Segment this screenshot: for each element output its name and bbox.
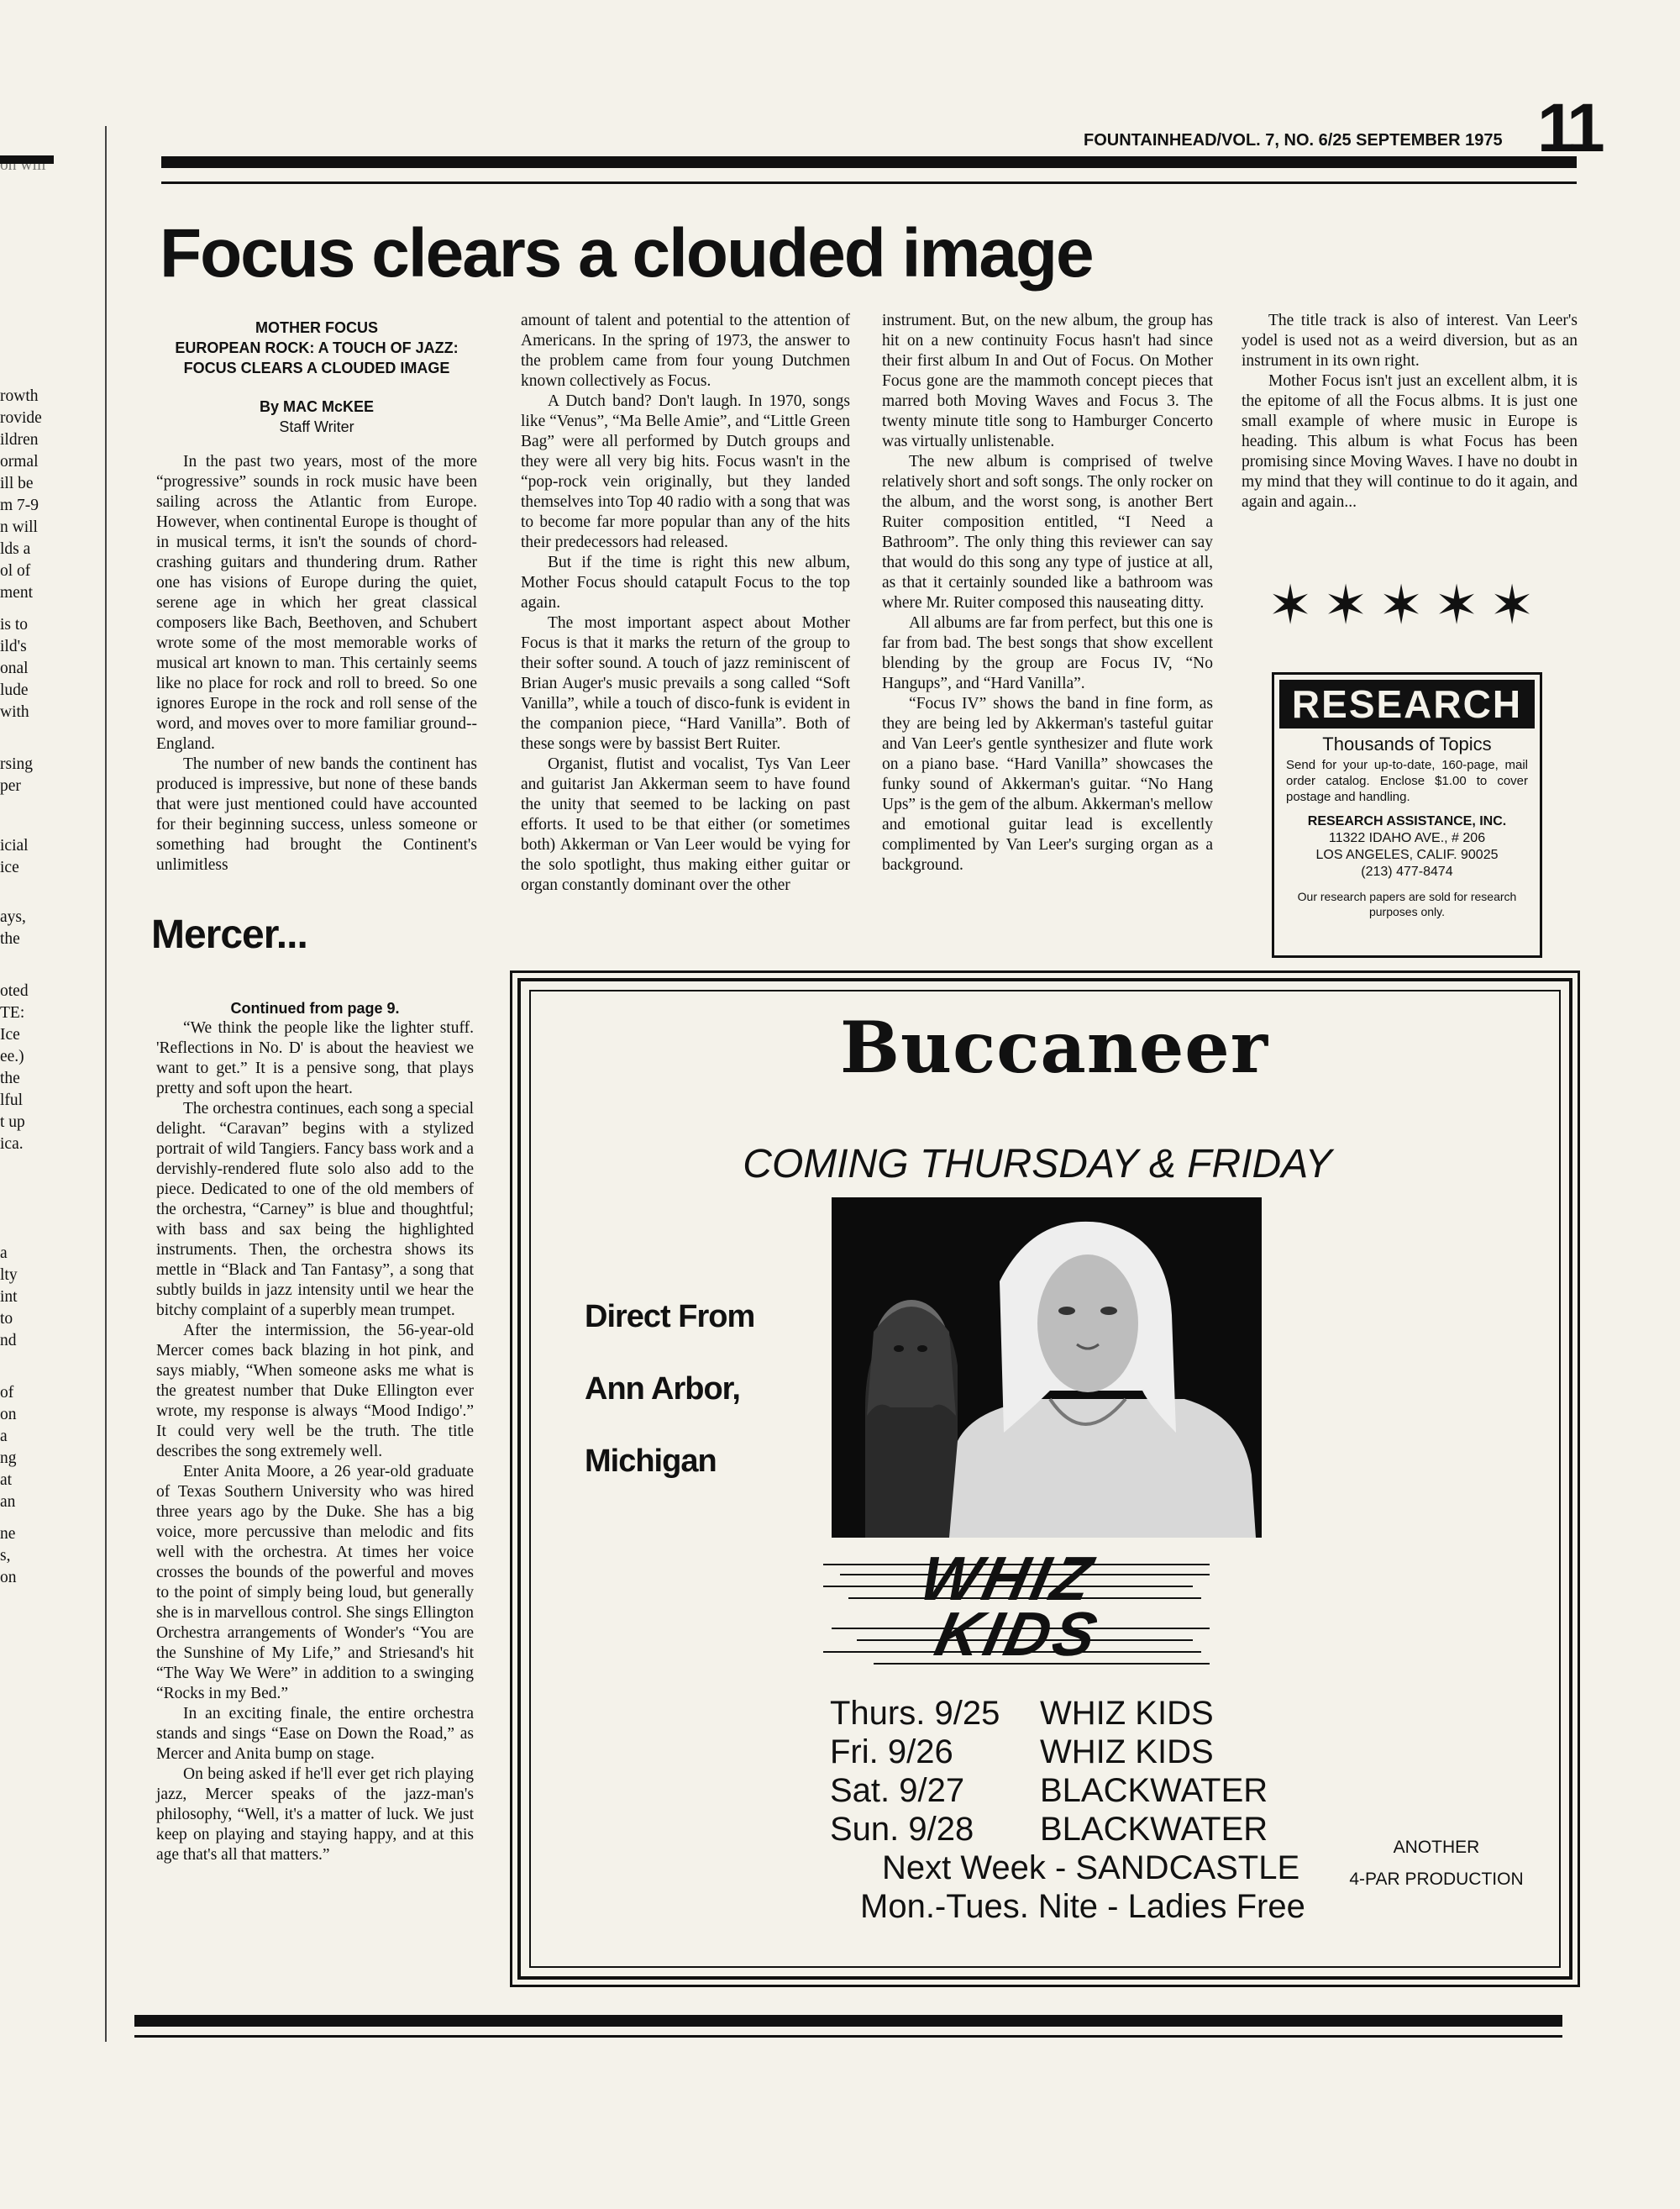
article-column-3 <box>882 311 1213 958</box>
masthead-rule-thin <box>161 181 1577 184</box>
left-fragment-line: ormal <box>0 453 39 471</box>
left-fragment-line: the <box>0 1070 20 1087</box>
research-ad-subtitle: Thousands of Topics <box>1322 734 1492 755</box>
left-fragment-line: on <box>0 1406 17 1423</box>
left-fragment-line: per <box>0 777 21 795</box>
col3-paragraph-1: instrument. But, on the new album, the group has hit on a new continuity Focus hasn't had since their first album In and Out of Focus. On Mother Focus gone are the mammoth concept pieces that marred both Moving Waves and Focus 3. The twenty minute title song to Hamburger Concerto was virtually unlistenable. <box>882 312 1213 450</box>
col3-paragraph-3: All albums are far from perfect, but this one is far from bad. The best songs that show excellent blending by the group are Focus IV, “No Hangups”, and “Hard Vanilla”. <box>882 614 1213 692</box>
left-fragment-line: a <box>0 1244 8 1262</box>
schedule-act-2: WHIZ KIDS <box>1040 1733 1214 1770</box>
footer-rule-thick <box>134 2015 1562 2027</box>
production-line-2: 4-PAR PRODUCTION <box>1349 1870 1524 1889</box>
mercer-paragraph-6: On being asked if he'll ever get rich playing jazz, Mercer speaks of the jazz-man's philosophy, “Well, it's a matter of luck. We just keep on playing and staying happy, and at this age that's all that matters.” <box>156 1765 474 1864</box>
masthead-rule-thick <box>161 156 1577 168</box>
rating-star-icon: ✶ <box>1268 575 1313 635</box>
band-photo <box>832 1197 1262 1538</box>
direct-from-text <box>585 1281 754 1497</box>
deck-line-2: EUROPEAN ROCK: A TOUCH OF JAZZ: <box>175 339 459 356</box>
left-fragment-line: on will <box>0 156 46 174</box>
mercer-paragraph-4: Enter Anita Moore, a 26 year-old graduate of Texas Southern University who was hired three years ago by the Duke. She has a big voice, more percussive than melodic and fits well with the orchestra. At times her voice crosses the bounds of the powerful and moves to the point of simply being loud, but generally she is in marvellous control. She sings Ellington Orchestra arrangements of Wonder's “You are the Sunshine of My Life,” and Striesand's hit “The Way We Were” in addition to a swinging “Rocks in my Bed.” <box>156 1463 474 1702</box>
mercer-headline: Mercer... <box>151 913 307 957</box>
left-fragment-line: rowth <box>0 387 39 405</box>
coming-banner: COMING THURSDAY & FRIDAY <box>743 1142 1332 1186</box>
rating-star-icon: ✶ <box>1489 575 1535 635</box>
schedule-act-3: BLACKWATER <box>1040 1772 1268 1809</box>
mercer-paragraph-3: After the intermission, the 56-year-old Mercer comes back blazing in hot pink, and says miably, “When someone asks me what is the greatest number that Duke Ellington ever wrote, my response is always “Mood Indigo'.” It could very well be the truth. The title describes the song extremely well. <box>156 1322 474 1460</box>
left-fragment-line: is to <box>0 616 29 634</box>
address-line-1: RESEARCH ASSISTANCE, INC. <box>1307 814 1507 828</box>
left-page-fragment <box>0 126 59 1586</box>
address-line-4: (213) 477-8474 <box>1361 865 1453 879</box>
left-fragment-line: at <box>0 1471 13 1489</box>
left-fragment-line: int <box>0 1288 18 1306</box>
col2-paragraph-5: Organist, flutist and vocalist, Tys Van Leer and guitarist Jan Akkerman seem to have found the unity that seemed to be lacking on past efforts. It used to be that either (or sometimes both) Akkerman or Van Leer would be vying for the solo spotlight, thus making either guitar or organ constantly dominant over the other <box>521 755 850 894</box>
mercer-column <box>156 998 474 1865</box>
left-fragment-line: rovide <box>0 409 42 427</box>
left-fragment-line: lds a <box>0 540 31 558</box>
article-column-2 <box>521 311 850 958</box>
col1-paragraph-2: The number of new bands the continent has produced is impressive, but none of these bands that were just mentioned could have accounted for their beginning success, unless someone or something had brought the Continent's unlimitless <box>156 755 477 874</box>
left-fragment-line: nd <box>0 1332 17 1349</box>
address-line-3: LOS ANGELES, CALIF. 90025 <box>1315 848 1499 862</box>
left-fragment-line: ol of <box>0 562 31 580</box>
left-fragment-line: to <box>0 1310 13 1328</box>
byline-name: By MAC McKEE <box>259 398 375 415</box>
left-fragment-line: rsing <box>0 755 33 773</box>
schedule-row-1 <box>830 1694 1214 1733</box>
gutter-line <box>105 126 107 2042</box>
schedule-act-4: BLACKWATER <box>1040 1811 1268 1848</box>
byline <box>156 397 477 437</box>
schedule-day-2: Fri. 9/26 <box>830 1733 953 1770</box>
footer-rule-thin <box>134 2035 1562 2038</box>
left-fragment-line: TE: <box>0 1004 25 1022</box>
left-fragment-line: a <box>0 1428 8 1445</box>
rating-star-icon: ✶ <box>1434 575 1479 635</box>
left-fragment-line: oted <box>0 982 29 1000</box>
whiz-kids-logo <box>887 1544 1213 1669</box>
rating-star-icon: ✶ <box>1378 575 1424 635</box>
direct-from-line-3: Michigan <box>585 1444 717 1479</box>
research-ad-disclaimer: Our research papers are sold for research purposes only. <box>1297 890 1517 918</box>
research-ad-address <box>1274 813 1540 881</box>
left-fragment-line: ica. <box>0 1135 24 1153</box>
left-fragment-line: of <box>0 1384 14 1402</box>
left-fragment-line: ne <box>0 1525 16 1543</box>
schedule-day-4: Sun. 9/28 <box>830 1811 974 1848</box>
col2-paragraph-1: amount of talent and potential to the attention of Americans. In the spring of 1973, the answer to the problem came from four young Dutchmen known collectively as Focus. <box>521 312 850 390</box>
left-fragment-line: ice <box>0 859 19 876</box>
schedule-row-3 <box>830 1771 1268 1810</box>
research-ad <box>1272 672 1542 958</box>
col4-paragraph-1: The title track is also of interest. Van Leer's yodel is used not as a weird diversion, but as an instrument in its own right. <box>1242 312 1578 370</box>
col2-paragraph-3: But if the time is right this new album, Mother Focus should catapult Focus to the top again. <box>521 554 850 612</box>
col4-paragraph-2: Mother Focus isn't just an excellent albm, it is the epitome of all the Focus albms. It is just one small example of where music in Europe is heading. This album is what Focus has been promising since Moving Waves. I have no doubt in my mind that they will continue to do it again, and again and again... <box>1242 372 1578 511</box>
article-headline: Focus clears a clouded image <box>160 215 1093 292</box>
mercer-paragraph-2: The orchestra continues, each song a special delight. “Caravan” begins with a stylized portrait of wild Tangiers. Fancy bass work and a dervishly-rendered flute solo also add to the piece. Dedicated to one of the old members of the orchestra, “Carney” is blue and thoughtful; with bass and sax being the highlighted instruments. Then, the orchestra shows its mettle in “Black and Tan Fantasy”, a song that subtly builds in jazz intensity until we hear the bitchy complaint of a superbly mean trumpet. <box>156 1100 474 1319</box>
left-fragment-line: ays, <box>0 908 26 926</box>
left-fragment-line: ill be <box>0 475 34 492</box>
left-fragment-line: with <box>0 703 29 721</box>
masthead-folio: FOUNTAINHEAD/VOL. 7, NO. 6/25 SEPTEMBER 1975 <box>1084 131 1503 150</box>
left-fragment-line: onal <box>0 660 29 677</box>
left-fragment-line: the <box>0 930 20 948</box>
rating-star-icon: ✶ <box>1323 575 1368 635</box>
schedule-day-1: Thurs. 9/25 <box>830 1695 1000 1732</box>
logo-word-1: WHIZ <box>914 1544 1101 1613</box>
ladies-night-line: Mon.-Tues. Nite - Ladies Free <box>860 1888 1305 1925</box>
left-fragment-line: lude <box>0 681 29 699</box>
col2-paragraph-4: The most important aspect about Mother Focus is that it marks the return of the group to their softer sound. A touch of jazz reminiscent of Brian Auger's music prevails a song called “Soft Vanilla”, while a touch of disco-funk is evident in the companion piece, “Hard Vanilla”. Both of these songs were by bassist Bert Ruiter. <box>521 614 850 753</box>
schedule-row-2 <box>830 1733 1214 1771</box>
direct-from-line-2: Ann Arbor, <box>585 1371 740 1407</box>
schedule-row-4 <box>830 1810 1268 1849</box>
deck-line-1: MOTHER FOCUS <box>255 319 378 336</box>
left-fragment-line: ild's <box>0 638 27 655</box>
production-line-1: ANOTHER <box>1393 1838 1480 1857</box>
left-fragment-line: an <box>0 1493 16 1511</box>
left-fragment-line: Ice <box>0 1026 20 1044</box>
left-fragment-line: n will <box>0 518 38 536</box>
deck-line-3: FOCUS CLEARS A CLOUDED IMAGE <box>183 360 450 376</box>
left-fragment-line: s, <box>0 1547 11 1565</box>
next-week-line: Next Week - SANDCASTLE <box>882 1849 1300 1886</box>
col2-paragraph-2: A Dutch band? Don't laugh. In 1970, songs like “Venus”, “Ma Belle Amie”, and “Little Green Bag” were all performed by Dutch groups and they were all very big hits. Focus wasn't in the “pop-rock vein originally, but they landed themselves into Top 40 radio with a song that was to become far more popular than any of the hits their predecessors had released. <box>521 392 850 551</box>
schedule-day-3: Sat. 9/27 <box>830 1772 965 1809</box>
left-fragment-line: ng <box>0 1449 17 1467</box>
mercer-paragraph-5: In an exciting finale, the entire orchestra stands and sings “Ease on Down the Road,” as Mercer and Anita bump on stage. <box>156 1705 474 1763</box>
mercer-paragraph-1: “We think the people like the lighter stuff. 'Reflections in No. D' is about the heaviest we want to get.” It is a pensive song, that plays pretty and soft upon the heart. <box>156 1019 474 1097</box>
left-fragment-line: ildren <box>0 431 39 449</box>
page-number: 11 <box>1537 90 1600 166</box>
article-column-1 <box>156 318 477 876</box>
logo-word-2: KIDS <box>929 1599 1106 1669</box>
research-ad-title: RESEARCH <box>1279 680 1535 728</box>
address-line-2: 11322 IDAHO AVE., # 206 <box>1328 831 1486 845</box>
col3-paragraph-2: The new album is comprised of twelve relatively short and soft songs. The only rocker on the album, and the worst song, is another Bert Ruiter composition entitled, “I Need a Bathroom”. The only thing this reviewer can say that would do this song any type of justice at all, as that it certainly sounded like a bathroom was where Mr. Ruiter composed this nauseating ditty. <box>882 453 1213 612</box>
schedule-act-1: WHIZ KIDS <box>1040 1695 1214 1732</box>
left-fragment-line: t up <box>0 1113 25 1131</box>
left-fragment-line: on <box>0 1569 17 1586</box>
left-fragment-line: icial <box>0 837 29 855</box>
left-fragment-line: ee.) <box>0 1048 24 1065</box>
left-fragment-line: ment <box>0 584 33 602</box>
research-ad-body: Send for your up-to-date, 160-page, mail order catalog. Enclose $1.00 to cover postage and handling. <box>1286 758 1528 804</box>
col3-paragraph-4: “Focus IV” shows the band in fine form, as they are being led by Akkerman's tasteful guitar and Van Leer's gentle synthesizer and flute work on a piano base. “Hard Vanilla” showcases the funky sound of Akkerman's guitar. “No Hang Ups” is the gem of the album. Akkerman's mellow and emotional guitar lead is excellently complimented by Van Leer's surging organ as a background. <box>882 695 1213 874</box>
venue-logo: Buccaneer <box>840 1006 1269 1089</box>
direct-from-line-1: Direct From <box>585 1299 755 1334</box>
left-fragment-line: lty <box>0 1266 18 1284</box>
byline-title: Staff Writer <box>279 418 354 435</box>
col1-paragraph-1: In the past two years, most of the more “progressive” sounds in rock music have been sailing across the Atlantic from Europe. However, when continental Europe is thought of in musical terms, it isn't the sounds of chord-crashing guitars and thundering drum. Rather one has visions of Europe during the quiet, serene age in which her great classical composers like Bach, Beethoven, and Schubert wrote some of the most memorable works of musical art known to man. This certainly seems like no place for rock and roll to breed. So one ignores Europe in the rock and roll sense of the word, and moves over to more familiar ground--England. <box>156 453 477 753</box>
left-fragment-line: lful <box>0 1091 24 1109</box>
left-fragment-line: m 7-9 <box>0 497 39 514</box>
continued-label: Continued from page 9. <box>230 1000 400 1017</box>
left-fragment-rule <box>0 155 54 164</box>
production-credit <box>1336 1832 1537 1896</box>
article-column-4 <box>1242 311 1578 513</box>
article-deck <box>156 318 477 378</box>
